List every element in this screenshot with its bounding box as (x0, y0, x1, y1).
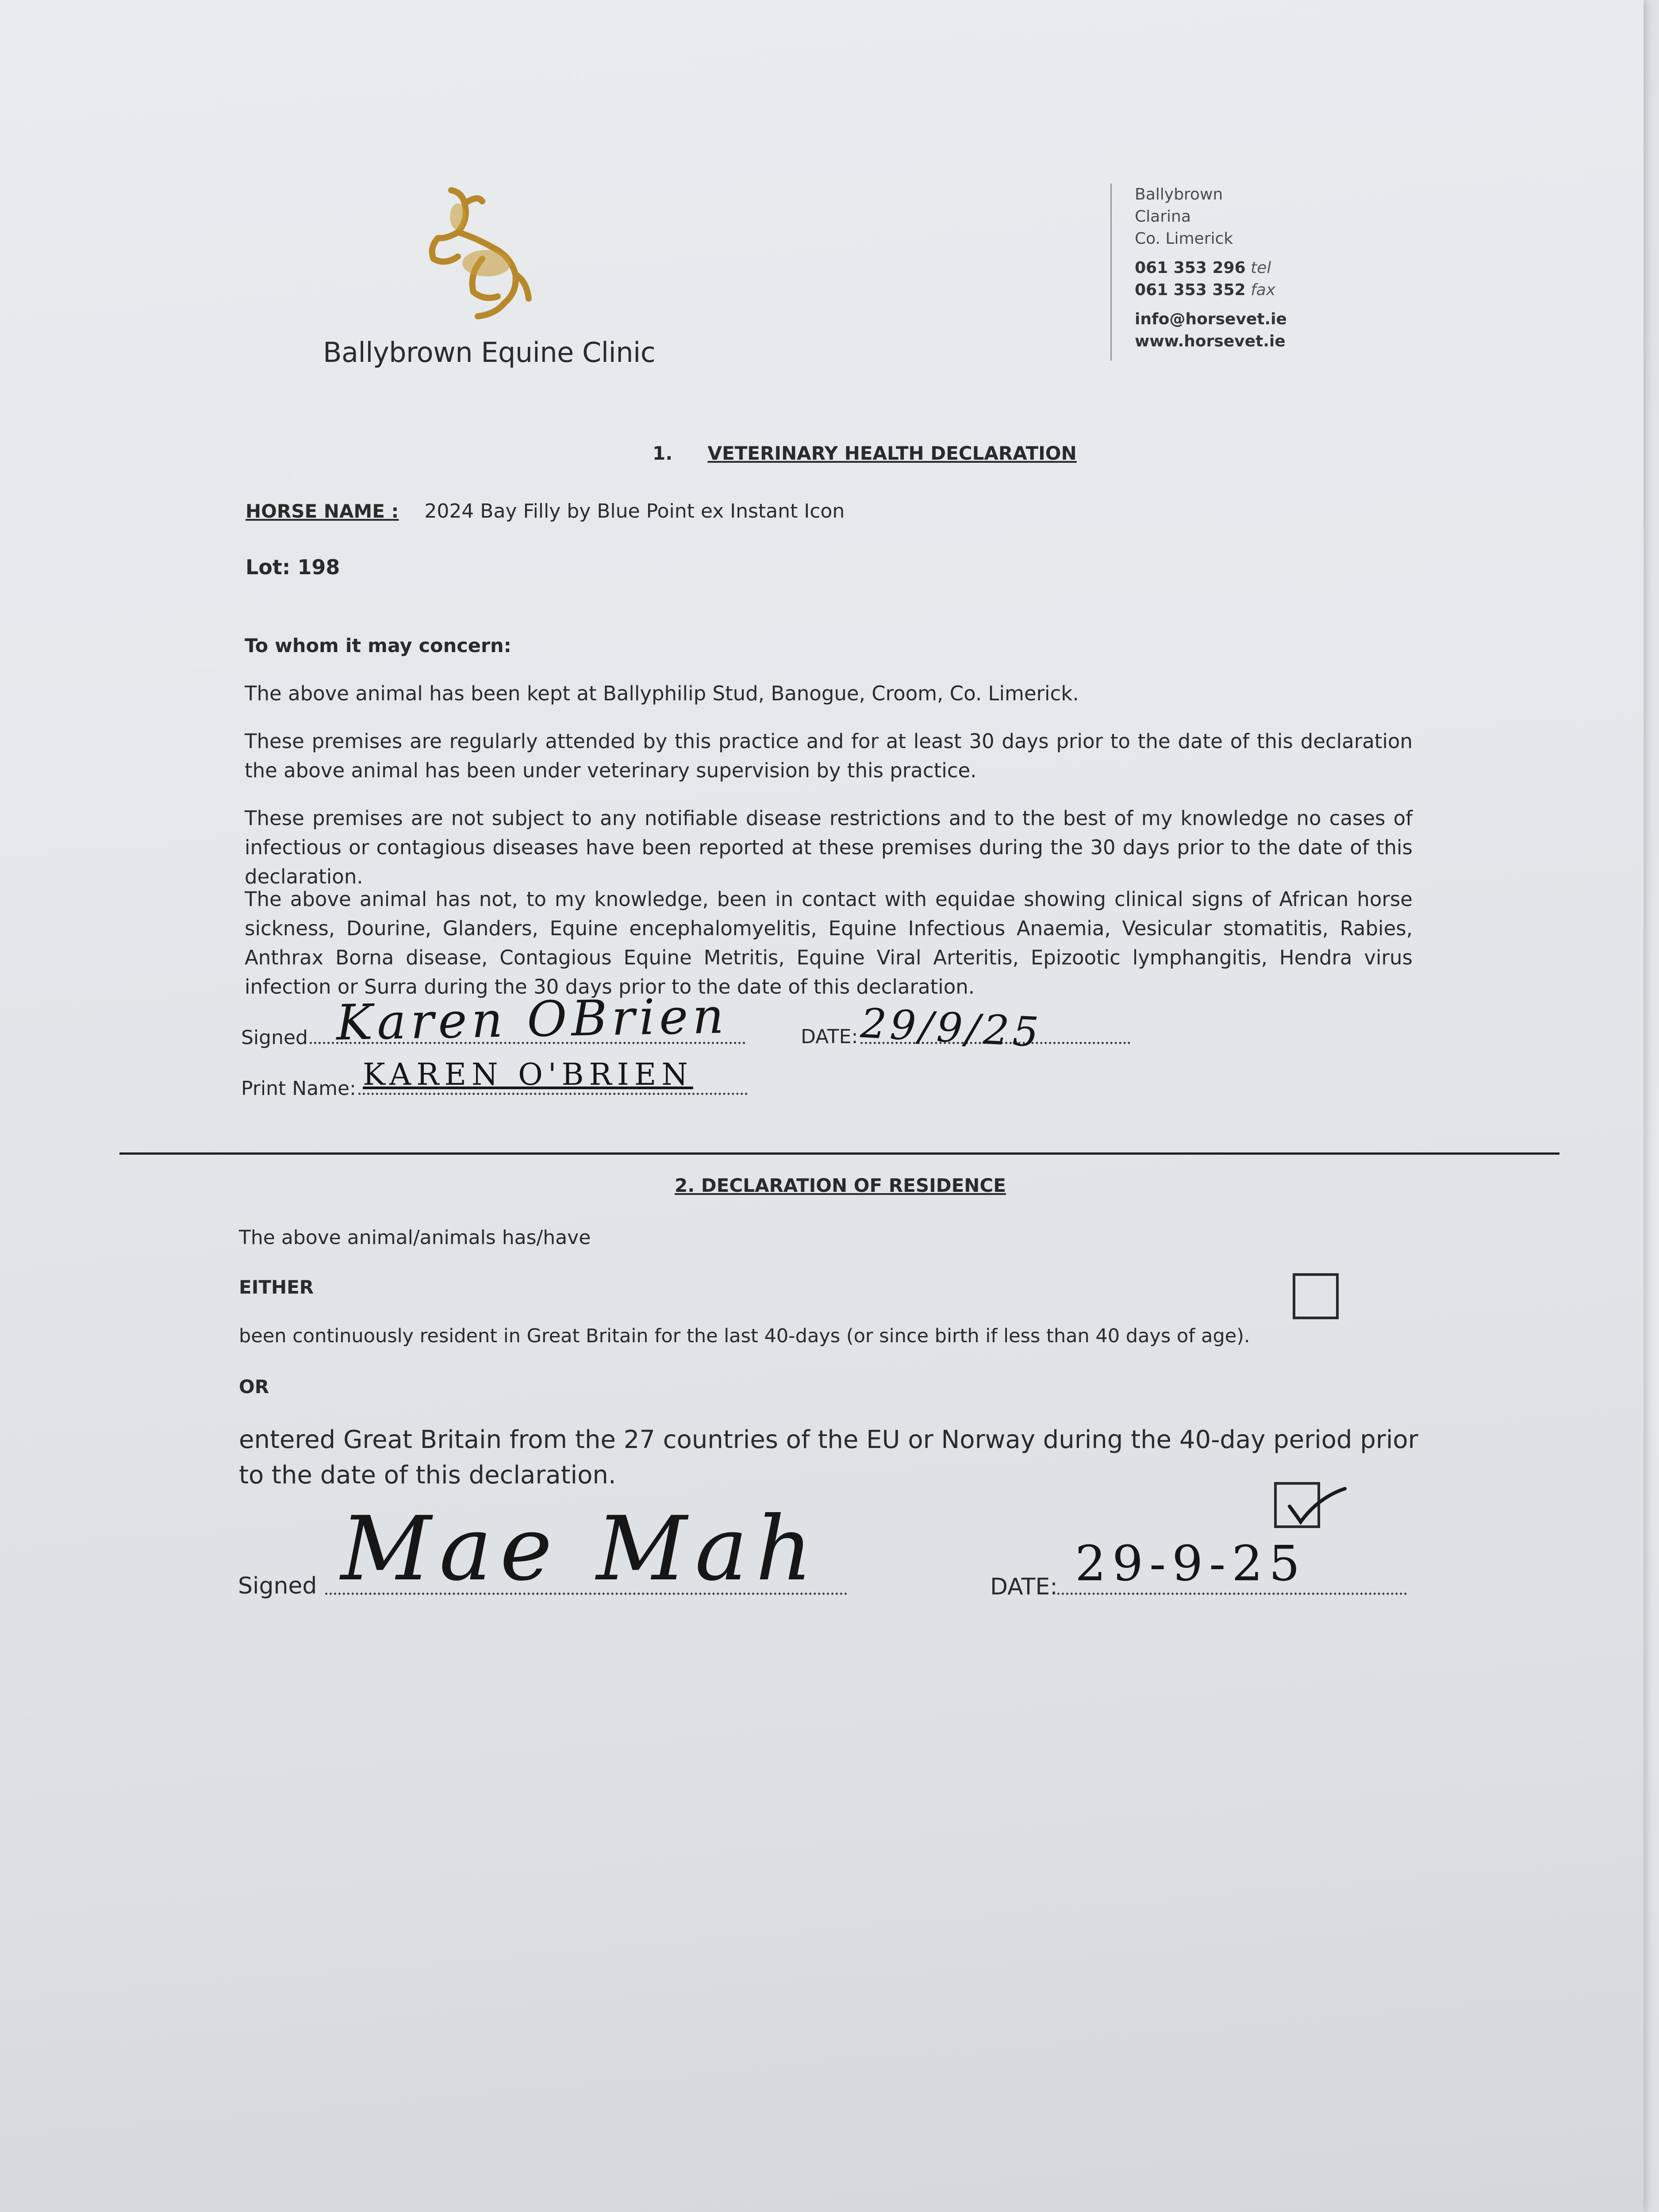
tel-number: 061 353 296 (1135, 259, 1246, 277)
print-name-label: Print Name: (241, 1077, 356, 1100)
address-divider (1110, 184, 1112, 361)
lot-number: Lot: 198 (246, 555, 340, 579)
option2-text: entered Great Britain from the 27 countries of the EU or Norway during the 40-day period prior to the date of this declaration. (239, 1425, 1418, 1490)
salutation: To whom it may concern: (245, 635, 511, 657)
address-line: Co. Limerick (1135, 230, 1233, 248)
or-label: OR (239, 1376, 269, 1398)
signature: Mae Mah (341, 1498, 821, 1601)
date-label: DATE: (990, 1574, 1058, 1600)
option1-checkbox[interactable] (1293, 1273, 1339, 1319)
fax-number: 061 353 352 (1135, 281, 1246, 299)
option1-text: been continuously resident in Great Britain for the last 40-days (or since birth if less than 40 days of age). (239, 1325, 1250, 1347)
horse-name-value: 2024 Bay Filly by Blue Point ex Instant Icon (424, 500, 845, 522)
horse-logo (420, 186, 535, 323)
section1-title: VETERINARY HEALTH DECLARATION (707, 442, 1077, 464)
date-label: DATE: (801, 1025, 858, 1048)
date-value: 29-9-25 (1075, 1535, 1306, 1592)
paragraph: The above animal has not, to my knowledge, been in contact with equidae showing clinical signs of African horse sickness, Dourine, Glanders, Equine encephalomyelitis, Equine Infectious Anaemia, Vesicular stomatitis, Rabies, Anthrax Borna disease, Contagious Equine Metritis, Equine Viral Arteritis, Epizootic lymphangitis, Hendra virus infection or Surra during the 30 days prior to the date of this declaration. (245, 887, 1413, 998)
address-line: Ballybrown (1135, 185, 1223, 204)
section-divider (119, 1152, 1559, 1155)
print-name-line (358, 1093, 748, 1095)
signed-label: Signed (238, 1573, 317, 1599)
signature: Karen OBrien (335, 987, 729, 1051)
paragraph: These premises are not subject to any notifiable disease restrictions and to the best of my knowledge no cases of infectious or contagious diseases have been reported at these premises during the 30 days prior to the date of this declaration. (245, 806, 1413, 888)
email-link[interactable]: info@horsevet.ie (1135, 310, 1287, 328)
checkmark-icon (1283, 1480, 1349, 1528)
either-label: EITHER (239, 1276, 314, 1298)
address-line: Clarina (1135, 207, 1191, 226)
address-block (1135, 184, 1287, 353)
date-value: 29/9/25 (859, 999, 1044, 1056)
print-name-value: KAREN O'BRIEN (363, 1057, 693, 1092)
tel-label: tel (1250, 259, 1271, 277)
clinic-name: Ballybrown Equine Clinic (323, 336, 656, 369)
paragraph: These premises are regularly attended by this practice and for at least 30 days prior to the date of this declaration the above animal has been under veterinary supervision by this practice. (245, 730, 1413, 782)
residence-intro: The above animal/animals has/have (239, 1226, 591, 1249)
signed-label: Signed (241, 1026, 308, 1049)
section2-title: 2. DECLARATION OF RESIDENCE (675, 1175, 1006, 1196)
paragraph: The above animal has been kept at Ballyphilip Stud, Banogue, Croom, Co. Limerick. (245, 682, 1079, 705)
horse-name-label: HORSE NAME : (246, 500, 399, 522)
website-link[interactable]: www.horsevet.ie (1135, 332, 1286, 350)
section1-number: 1. (653, 442, 673, 464)
date-line (1057, 1593, 1407, 1595)
fax-label: fax (1250, 281, 1276, 299)
